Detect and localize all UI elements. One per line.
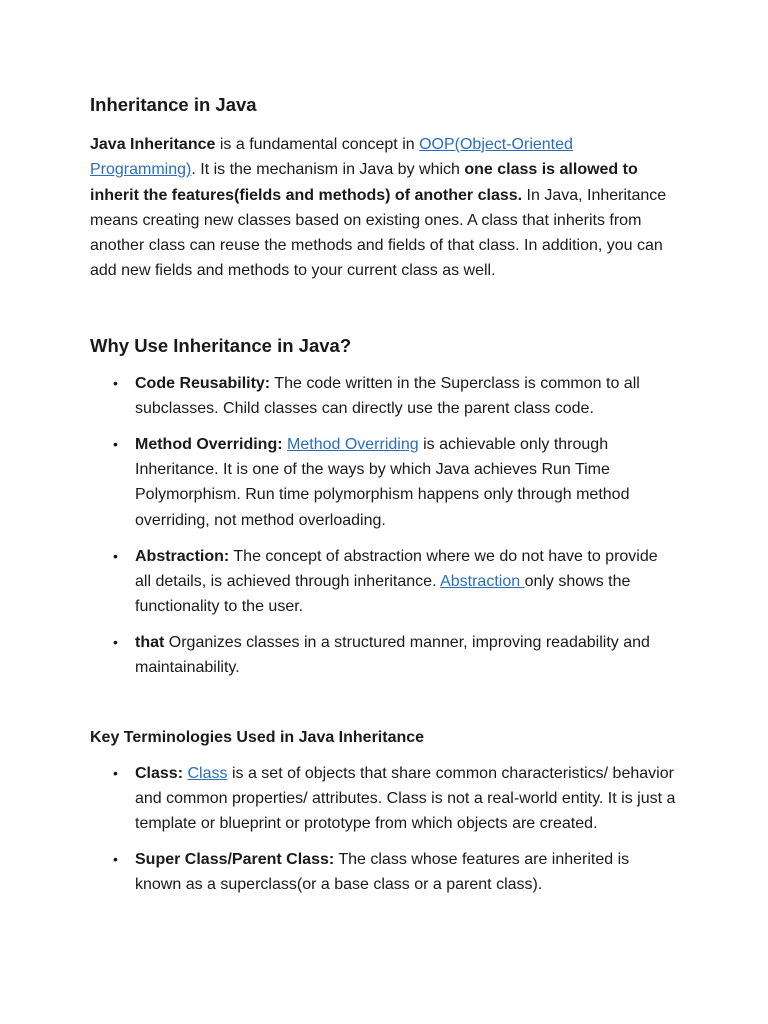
item-label: Abstraction: xyxy=(135,547,230,565)
item-text: is a set of objects that share common characteristics/ behavior and common properties/ attributes. Class is not a real-world entity. It is just a template or blueprint or prototype from which objects are created. xyxy=(135,764,676,833)
list-item xyxy=(90,847,678,898)
method-overriding-link[interactable]: Method Overriding xyxy=(287,435,419,453)
bullet-icon: • xyxy=(113,374,118,391)
item-text: only shows the functionality to the user. xyxy=(135,572,631,616)
item-text: is achievable only through Inheritance. It is one of the ways by which Java achieves Run Time Polymorphism. Run time polymorphism happens only through method overriding, not method overloading. xyxy=(135,435,630,529)
bullet-icon: • xyxy=(113,764,118,781)
list-item xyxy=(90,761,678,837)
list-item xyxy=(90,432,678,533)
item-text: The class whose features are inherited is known as a superclass(or a base class or a parent class). xyxy=(135,850,630,894)
bullet-icon: • xyxy=(113,547,118,564)
intro-paragraph xyxy=(90,132,678,284)
item-label: that xyxy=(135,633,165,651)
bullet-icon: • xyxy=(113,850,118,867)
item-text: The concept of abstraction where we do not have to provide all details, is achieved through inheritance. xyxy=(135,547,658,590)
terms-list xyxy=(90,761,678,898)
list-item xyxy=(90,371,678,422)
list-item xyxy=(90,544,678,620)
abstraction-link[interactable]: Abstraction xyxy=(440,572,525,590)
item-label: Code Reusability: xyxy=(135,374,271,392)
bullet-icon: • xyxy=(113,633,118,650)
item-label: Class: xyxy=(135,764,184,782)
item-text: The code written in the Superclass is common to all subclasses. Child classes can directly use the parent class code. xyxy=(135,374,640,418)
page-title: Inheritance in Java xyxy=(90,94,257,115)
why-section-heading: Why Use Inheritance in Java? xyxy=(90,334,352,356)
class-link[interactable]: Class xyxy=(187,764,228,782)
list-item xyxy=(90,630,678,681)
why-list xyxy=(90,371,678,681)
oop-link[interactable]: OOP(Object-Oriented Programming) xyxy=(90,136,573,179)
intro-text-1: is a fundamental concept in xyxy=(215,136,420,153)
intro-text-3: In Java, Inheritance means creating new classes based on existing ones. A class that inherits from another class can reuse the methods and fields of that class. In addition, you can add new fields and methods to your current class as well. xyxy=(90,186,667,280)
intro-text-2: . It is the mechanism in Java by which xyxy=(191,161,465,179)
terms-section-heading: Key Terminologies Used in Java Inheritance xyxy=(90,728,425,746)
intro-bold-mid: one class is allowed to inherit the features(fields and methods) of another class. xyxy=(90,161,638,204)
item-text: Organizes classes in a structured manner, improving readability and maintainability. xyxy=(135,633,650,677)
intro-bold-term: Java Inheritance xyxy=(90,136,216,153)
item-label: Super Class/Parent Class: xyxy=(135,850,335,868)
item-label: Method Overriding: xyxy=(135,435,283,453)
bullet-icon: • xyxy=(113,435,118,452)
